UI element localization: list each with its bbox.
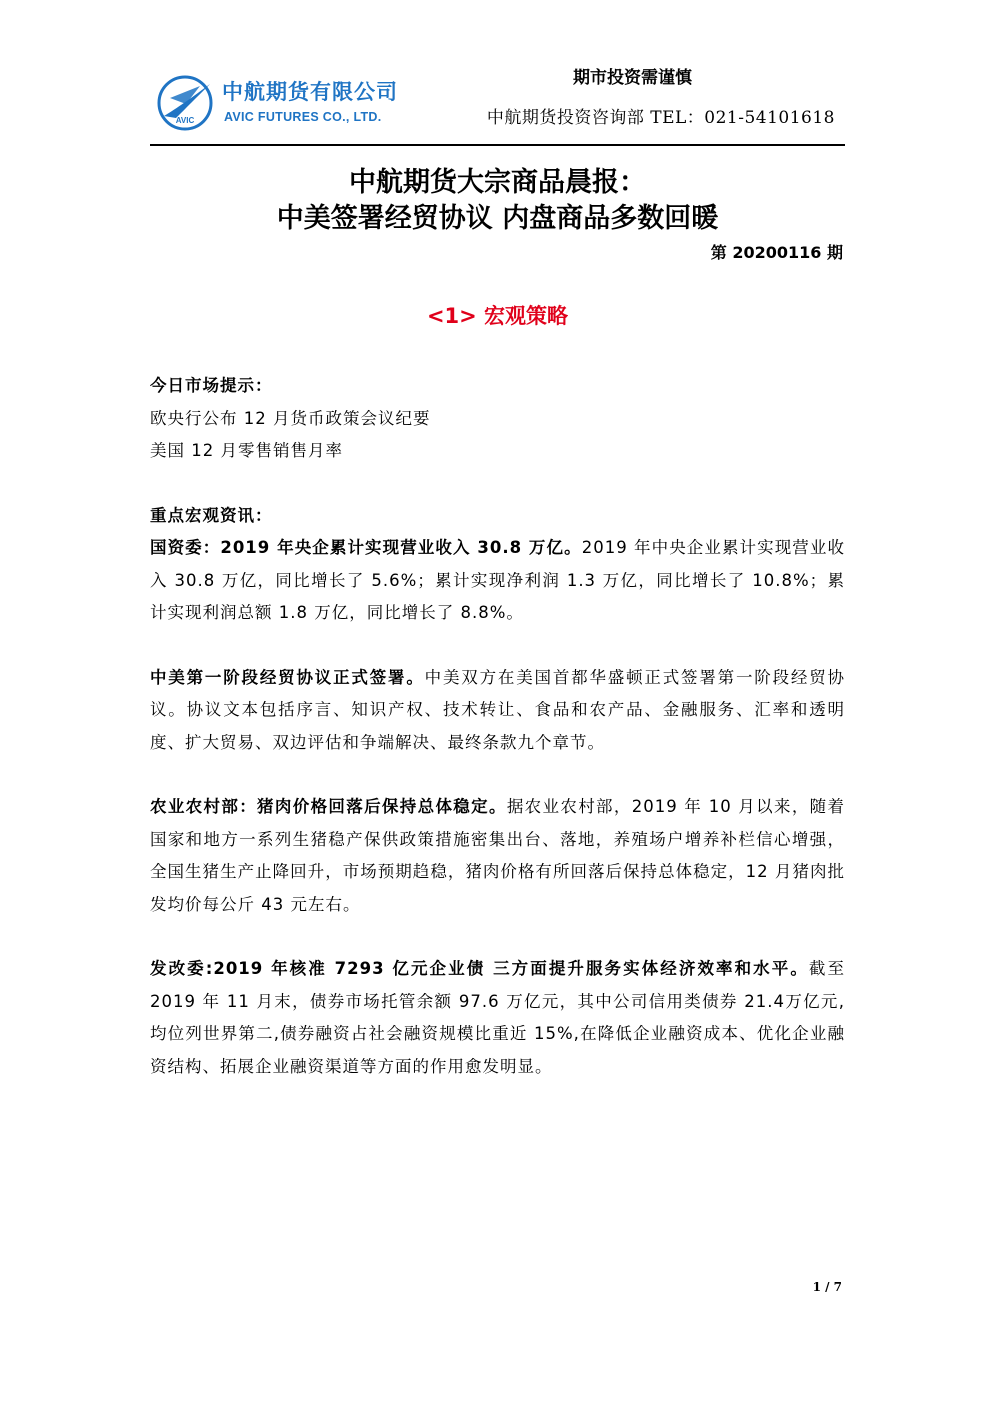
company-name-cn: 中航期货有限公司 bbox=[222, 80, 398, 104]
company-logo bbox=[156, 74, 416, 134]
news-item bbox=[150, 791, 845, 921]
news-body: 中美双方在美国首都华盛顿正式签署第一阶段经贸协议。协议文本包括序言、知识产权、技术转让、食品和农产品、金融服务、汇率和透明度、扩大贸易、双边评估和争端解决、最终条款九个章节。 bbox=[150, 667, 846, 752]
tip-item: 美国 12 月零售销售月率 bbox=[150, 441, 343, 460]
spacer bbox=[150, 759, 845, 791]
report-title-line2: 中美签署经贸协议 内盘商品多数回暖 bbox=[276, 203, 719, 234]
risk-warning: 期市投资需谨慎 bbox=[573, 68, 692, 88]
header-divider bbox=[150, 144, 845, 146]
news-item bbox=[150, 953, 845, 1083]
avic-plane-emblem-icon bbox=[156, 74, 214, 132]
news-lead: 中美第一阶段经贸协议正式签署。 bbox=[150, 667, 425, 687]
spacer bbox=[150, 630, 845, 662]
contact-info: 中航期货投资咨询部 TEL：021-54101618 bbox=[486, 108, 835, 128]
news-lead: 国资委：2019 年央企累计实现营业收入 30.8 万亿。 bbox=[150, 538, 582, 557]
news-lead: 农业农村部：猪肉价格回落后保持总体稳定。 bbox=[150, 797, 507, 816]
news-body: 2019 年中央企业累计实现营业收入 30.8 万亿，同比增长了 5.6%；累计实现净利润 1.3 万亿，同比增长了 10.8%；累计实现利润总额 1.8 万亿，同比增长了 8.8%。 bbox=[150, 538, 845, 622]
news-body: 据农业农村部，2019 年 10 月以来，随着国家和地方一系列生猪稳产保供政策措施密集出台、落地，养殖场户增养补栏信心增强，全国生猪生产止降回升，市场预期趋稳，猪肉价格有所回落后保持总体稳定，12 月猪肉批发均价每公斤 43 元左右。 bbox=[150, 797, 846, 914]
spacer bbox=[150, 468, 845, 500]
news-item bbox=[150, 532, 845, 630]
tips-heading: 今日市场提示： bbox=[150, 376, 273, 395]
issue-number: 第 20200116 期 bbox=[710, 243, 843, 262]
news-heading: 重点宏观资讯： bbox=[150, 505, 273, 525]
section-heading-macro: <1> 宏观策略 bbox=[426, 304, 569, 328]
news-body: 截至 2019 年 11 月末，债券市场托管余额 97.6 万亿元，其中公司信用类债券 21.4万亿元,均位列世界第二,债券融资占社会融资规模比重近 15%,在降低企业融资成本、优化企业融资结构、拓展企业融资渠道等方面的作用愈发明显。 bbox=[150, 959, 845, 1076]
report-title-line1: 中航期货大宗商品晨报： bbox=[349, 167, 646, 198]
tip-item: 欧央行公布 12 月货币政策会议纪要 bbox=[150, 408, 431, 428]
news-item bbox=[150, 662, 845, 760]
news-lead: 发改委:2019 年核准 7293 亿元企业债 三方面提升服务实体经济效率和水平。 bbox=[150, 959, 809, 978]
company-name-en: AVIC FUTURES CO., LTD. bbox=[224, 110, 382, 124]
page-number: 1 / 7 bbox=[812, 1280, 842, 1294]
page-header bbox=[150, 60, 845, 146]
report-body bbox=[150, 370, 845, 1083]
emblem-text: AVIC bbox=[175, 116, 195, 125]
spacer bbox=[150, 921, 845, 953]
